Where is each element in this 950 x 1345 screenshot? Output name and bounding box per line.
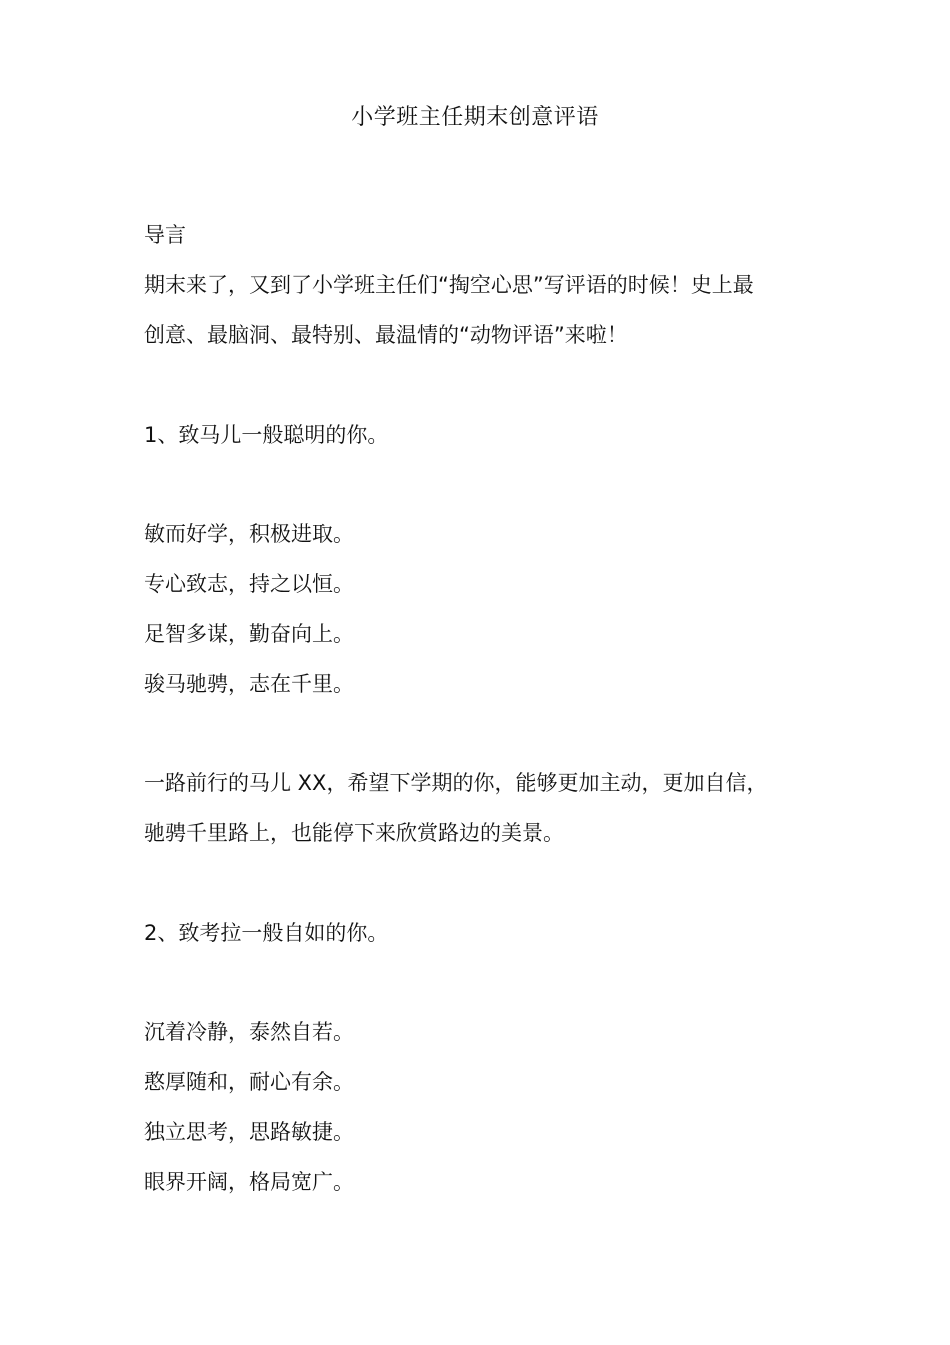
section-1-closing-line-1: 一路前行的马儿 XX，希望下学期的你，能够更加主动，更加自信，	[144, 771, 768, 795]
intro-paragraph-line-2: 创意、最脑洞、最特别、最温情的“动物评语”来啦！	[144, 323, 628, 347]
section-1-heading: 1、致马儿一般聪明的你。	[144, 423, 389, 447]
section-2-verse-3: 独立思考，思路敏捷。	[144, 1120, 354, 1144]
section-1-closing-line-2: 驰骋千里路上，也能停下来欣赏路边的美景。	[144, 821, 564, 845]
section-1-verse-4: 骏马驰骋，志在千里。	[144, 672, 354, 696]
section-1-verse-2: 专心致志，持之以恒。	[144, 572, 354, 596]
section-2-verse-2: 憨厚随和，耐心有余。	[144, 1070, 354, 1094]
document-title: 小学班主任期末创意评语	[351, 105, 599, 130]
intro-heading: 导言	[144, 223, 186, 247]
section-1-verse-1: 敏而好学，积极进取。	[144, 522, 354, 546]
section-2-verse-4: 眼界开阔，格局宽广。	[144, 1170, 354, 1194]
intro-paragraph-line-1: 期末来了，又到了小学班主任们“掏空心思”写评语的时候！史上最	[144, 273, 754, 297]
section-2-verse-1: 沉着冷静，泰然自若。	[144, 1020, 354, 1044]
section-2-heading: 2、致考拉一般自如的你。	[144, 921, 389, 945]
section-1-verse-3: 足智多谋，勤奋向上。	[144, 622, 354, 646]
